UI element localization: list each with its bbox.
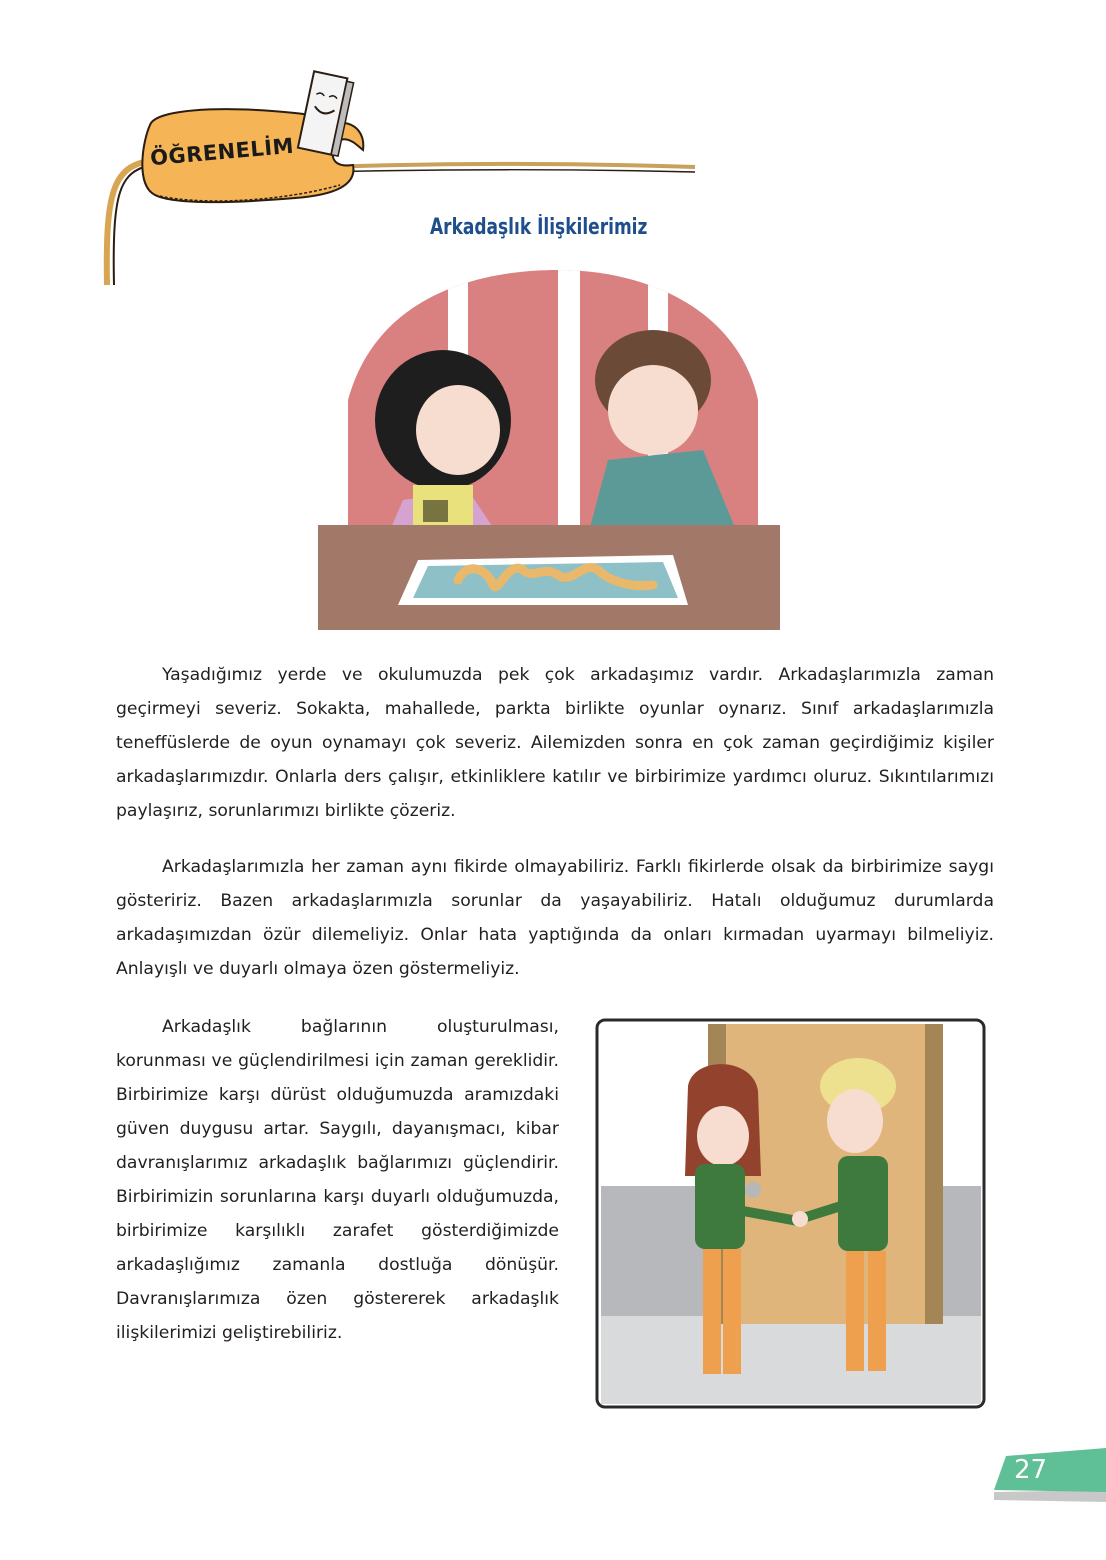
section-banner xyxy=(95,55,715,285)
paragraph-2-text: Arkadaşlarımızla her zaman aynı fikirde olmayabiliriz. Farklı fikirlerde olsak da birbirimize saygı gösteririz. Bazen arkadaşlarımızla sorunlar da yaşayabiliriz. Hatalı olduğumuz durumlarda arkadaşımızdan özür dilemeliyiz. Onlar hata yaptığında da onları kırmadan uyarmayı bilmeliyiz. Anlayışlı ve duyarlı olmaya özen göstermeliyiz. xyxy=(116,857,994,979)
page-title: Arkadaşlık İlişkilerimiz xyxy=(430,215,648,240)
illustration-handshake xyxy=(593,1016,988,1411)
paragraph-2 xyxy=(116,850,994,986)
paragraph-1 xyxy=(116,658,994,828)
paragraph-3 xyxy=(116,1010,559,1350)
paragraph-1-text: Yaşadığımız yerde ve okulumuzda pek çok arkadaşımız vardır. Arkadaşlarımızla zaman geçirmeyi severiz. Sokakta, mahallede, parkta birlikte oyunlar oynarız. Sınıf arkadaşlarımızla teneffüslerde de oyun oynamayı çok severiz. Ailemizden sonra en çok zaman geçirdiğimiz kişiler arkadaşlarımızdır. Onlarla ders çalışır, etkinliklere katılır ve birbirimize yardımcı oluruz. Sıkıntılarımızı paylaşırız, sorunlarımızı birlikte çözeriz. xyxy=(116,665,994,821)
paragraph-3-text: Arkadaşlık bağlarının oluşturulması, korunması ve güçlendirilmesi için zaman gereklidir. Birbirimize karşı dürüst olduğumuzda aramızdaki güven duygusu artar. Saygılı, dayanışmacı, kibar davranışlarımız arkadaşlık bağlarımızı güçlendirir. Birbirimizin sorunlarına karşı duyarlı olduğumuzda, birbirimize karşılıklı zarafet gösterdiğimizde arkadaşlığımız zamanla dostluğa dönüşür. Davranışlarımıza özen göstererek arkadaşlık ilişkilerimizi geliştirebiliriz. xyxy=(116,1017,559,1343)
page-number-tab xyxy=(990,1448,1106,1502)
section-label: ÖĞRENELİM xyxy=(149,133,295,171)
page-number: 27 xyxy=(1014,1455,1048,1485)
illustration-board-game xyxy=(318,270,780,630)
